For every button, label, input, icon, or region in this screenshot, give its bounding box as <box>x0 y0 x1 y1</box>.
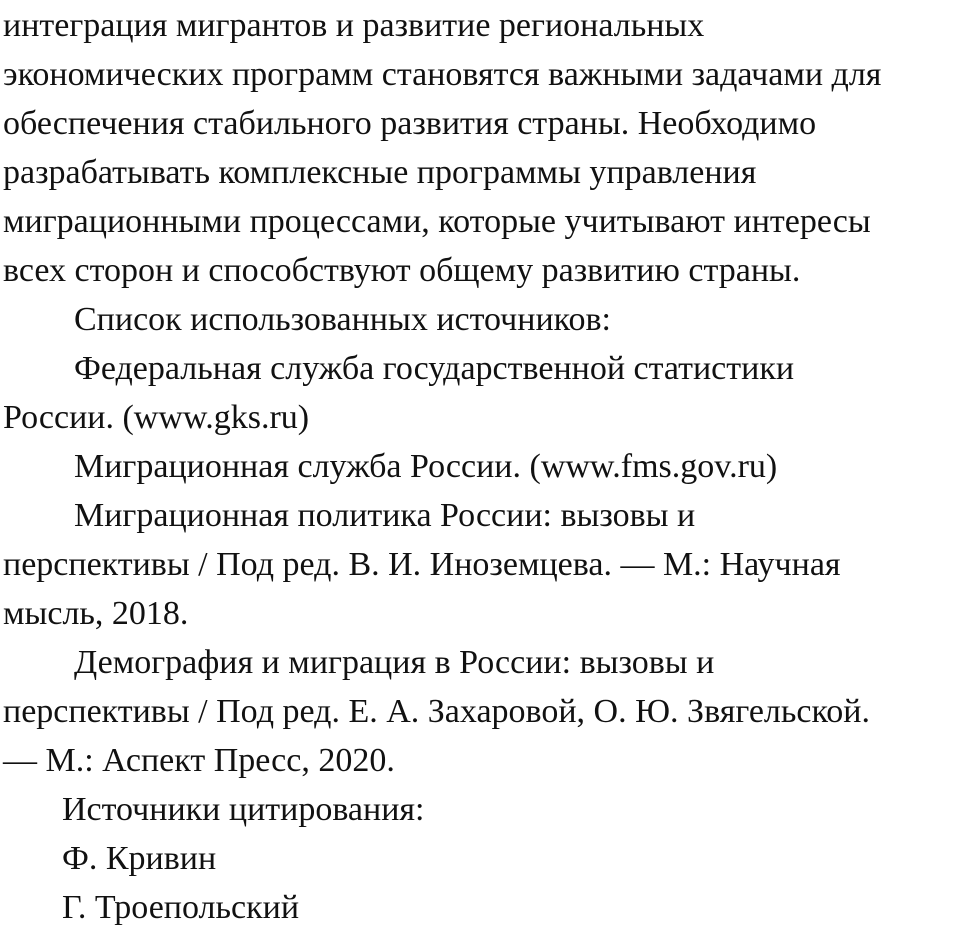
source-line: Демография и миграция в России: вызовы и <box>74 644 715 681</box>
source-line: — М.: Аспект Пресс, 2020. <box>3 742 395 779</box>
source-line: перспективы / Под ред. Е. А. Захаровой, О. Ю. Звягельской. <box>3 693 870 730</box>
paragraph-line: разрабатывать комплексные программы управления <box>3 154 757 191</box>
citations-heading: Источники цитирования: <box>62 791 425 828</box>
source-line: Федеральная служба государственной статистики <box>74 350 795 387</box>
paragraph-line: интеграция мигрантов и развитие региональных <box>3 7 705 44</box>
source-line: мысль, 2018. <box>3 595 189 632</box>
citation-item: Г. Троепольский <box>62 889 300 926</box>
source-line: России. (www.gks.ru) <box>3 399 310 436</box>
paragraph-line: экономических программ становятся важными задачами для <box>3 56 882 93</box>
source-line: Миграционная служба России. (www.fms.gov.ru) <box>74 448 778 485</box>
source-line: Миграционная политика России: вызовы и <box>74 497 696 534</box>
paragraph-line: обеспечения стабильного развития страны. Необходимо <box>3 105 817 142</box>
paragraph-line: миграционными процессами, которые учитывают интересы <box>3 203 871 240</box>
source-line: перспективы / Под ред. В. И. Иноземцева. — М.: Научная <box>3 546 841 583</box>
citation-item: Ф. Кривин <box>62 840 217 877</box>
sources-heading: Список использованных источников: <box>74 301 611 338</box>
paragraph-line: всех сторон и способствуют общему развитию страны. <box>3 252 801 289</box>
